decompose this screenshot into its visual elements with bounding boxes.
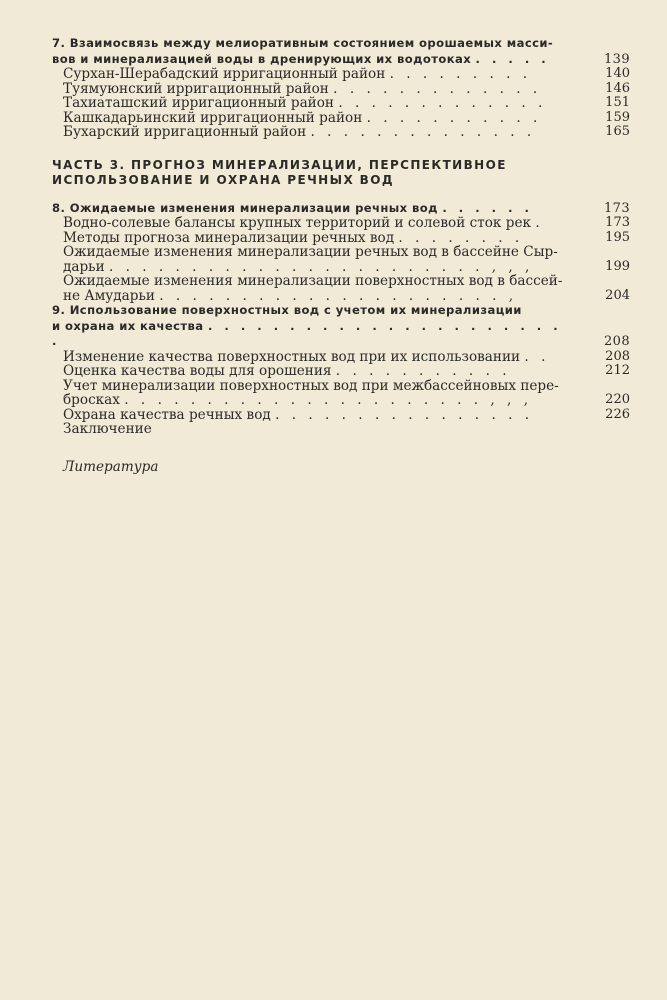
subentry-page: 146 bbox=[605, 80, 630, 96]
leader-dots: . bbox=[535, 215, 544, 231]
leader-dots: . . . . . . . . . . . . . . . . . . . . . . , , , bbox=[124, 392, 533, 408]
subentry-page: 226 bbox=[605, 406, 630, 422]
subentry-label: Сурхан-Шерабадский ирригационный район bbox=[63, 66, 386, 82]
leader-dots: . . . . . . . . . . . . . . . . . . . . . . . , , , bbox=[108, 258, 534, 275]
leader-dots: . . . . . . . . . . . . . . . . bbox=[275, 406, 534, 423]
subentry-label: Методы прогноза минерализации речных вод bbox=[63, 229, 395, 246]
toc-subentry[interactable] bbox=[52, 111, 630, 126]
toc-subentry[interactable] bbox=[52, 422, 630, 437]
chapter-8-title: 8. Ожидаемые изменения минерализации речных вод bbox=[52, 200, 438, 215]
leader-dots: . . . . . . . . . . . bbox=[366, 109, 542, 126]
subentry-label: Охрана качества речных вод bbox=[63, 406, 271, 423]
leader-dots: . . . . . . . . . . . . . bbox=[338, 95, 547, 111]
subentry-page: 140 bbox=[605, 66, 630, 81]
subentry-page: 165 bbox=[605, 124, 630, 139]
subentry-page: 195 bbox=[605, 229, 630, 245]
table-of-contents bbox=[52, 36, 630, 475]
toc-subentry[interactable] bbox=[52, 216, 630, 231]
leader-dots: . . bbox=[524, 348, 550, 365]
toc-subentry[interactable] bbox=[52, 364, 630, 379]
subentry-page: 220 bbox=[605, 392, 630, 407]
toc-subentry[interactable] bbox=[52, 274, 630, 303]
leader-dots: . . . . . . . . . . . bbox=[335, 363, 511, 379]
subentry-page: 204 bbox=[605, 287, 630, 303]
subentry-label-line2: дарьи bbox=[63, 258, 105, 275]
leader-dots: . . . . . . . . . . . . . bbox=[333, 80, 542, 97]
subentry-page: 159 bbox=[605, 109, 630, 125]
toc-subentry[interactable] bbox=[52, 245, 630, 274]
leader-dots: . . . . . . . . bbox=[398, 229, 524, 246]
chapter-8-entry[interactable] bbox=[52, 201, 630, 217]
chapter-9-title-line2: и охрана их качества bbox=[52, 318, 204, 333]
subentry-label: Тахиаташский ирригационный район bbox=[63, 95, 334, 111]
chapter-9-page: 208 bbox=[603, 334, 630, 349]
subentry-label: Оценка качества воды для орошения bbox=[63, 363, 332, 379]
chapter-9-title-line1: 9. Использование поверхностных вод с учетом их минерализации bbox=[52, 303, 522, 317]
subentry-label: Бухарский ирригационный район bbox=[63, 124, 307, 140]
subentry-page: 208 bbox=[605, 348, 630, 364]
toc-subentry[interactable] bbox=[52, 82, 630, 97]
subentry-label: Изменение качества поверхностных вод при их использовании bbox=[63, 348, 521, 365]
toc-subentry[interactable] bbox=[52, 350, 630, 365]
subentry-page: 199 bbox=[605, 258, 630, 274]
chapter-9-entry[interactable] bbox=[52, 303, 630, 350]
literature-entry[interactable]: Литература bbox=[63, 458, 159, 475]
chapter-7-title-line1: 7. Взаимосвязь между мелиоративным состоянием орошаемых масси- bbox=[52, 36, 554, 50]
leader-dots: . . . . . . . . . . . . . . bbox=[310, 124, 536, 140]
subentry-label-line1: Ожидаемые изменения минерализации речных вод в бассейне Сыр- bbox=[63, 244, 558, 260]
part-3-heading-line2: ИСПОЛЬЗОВАНИЕ И ОХРАНА РЕЧНЫХ ВОД bbox=[52, 172, 394, 187]
chapter-8-page: 173 bbox=[603, 200, 630, 216]
toc-subentry[interactable] bbox=[52, 67, 630, 82]
leader-dots: . . . . . bbox=[475, 51, 550, 66]
chapter-7-title-line2: вов и минерализацией воды в дренирующих их водотоках bbox=[52, 51, 472, 66]
toc-subentry[interactable] bbox=[52, 408, 630, 423]
chapter-7-entry[interactable] bbox=[52, 36, 630, 67]
toc-subentry[interactable] bbox=[52, 379, 630, 408]
leader-dots: . . . . . . . . . . . . . . . . . . . . . . . bbox=[52, 318, 562, 348]
leader-dots: . . . . . . . . . bbox=[389, 66, 532, 82]
chapter-7-page: 139 bbox=[603, 51, 630, 67]
toc-subentry[interactable] bbox=[52, 96, 630, 111]
toc-subentry[interactable] bbox=[52, 231, 630, 246]
subentry-label-line2: бросках bbox=[63, 392, 120, 408]
subentry-page: 151 bbox=[605, 95, 630, 110]
subentry-label-line1: Ожидаемые изменения минерализации поверхностных вод в бассей- bbox=[63, 273, 563, 289]
subentry-label: Заключение bbox=[63, 421, 152, 437]
subentry-page: 212 bbox=[605, 363, 630, 378]
leader-dots: . . . . . . . . . . . . . . . . . . . . . , bbox=[159, 287, 518, 304]
subentry-page: 173 bbox=[605, 215, 630, 230]
subentry-label: Туямуюнский ирригационный район bbox=[63, 80, 329, 97]
subentry-label: Кашкадарьинский ирригационный район bbox=[63, 109, 363, 126]
leader-dots: . . . . . . bbox=[442, 200, 533, 215]
subentry-label-line2: не Амударьи bbox=[63, 287, 155, 304]
toc-subentry[interactable] bbox=[52, 125, 630, 140]
part-3-heading-line1: ЧАСТЬ 3. ПРОГНОЗ МИНЕРАЛИЗАЦИИ, ПЕРСПЕКТИВНОЕ bbox=[52, 157, 507, 172]
subentry-label: Водно-солевые балансы крупных территорий и солевой сток рек bbox=[63, 215, 531, 231]
part-3-heading bbox=[52, 158, 630, 188]
subentry-label-line1: Учет минерализации поверхностных вод при межбассейновых пере- bbox=[63, 377, 559, 394]
